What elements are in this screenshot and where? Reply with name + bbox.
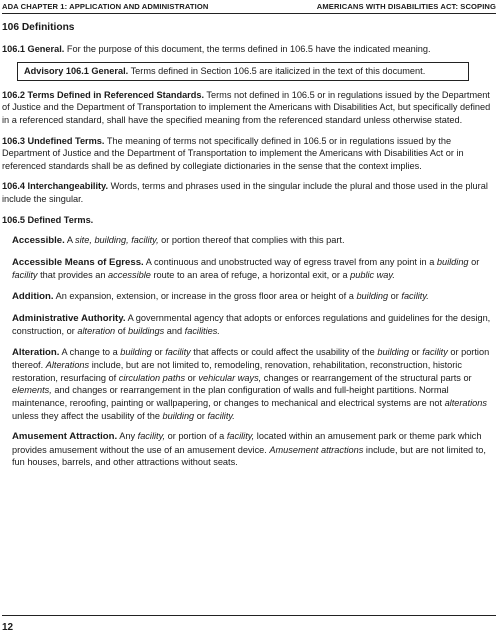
definition-amusement-attraction <box>12 430 496 469</box>
section-106-4-text: Words, terms and phrases used in the singular include the plural and those used in the plural include the singular. <box>2 181 488 204</box>
defined-term-ref: facility <box>165 346 191 357</box>
term-administrative-authority: Administrative Authority. <box>12 312 126 324</box>
section-title: 106 Definitions <box>2 22 75 33</box>
section-106-5-heading: 106.5 Defined Terms. <box>2 214 94 225</box>
section-106-5 <box>2 214 496 227</box>
advisory-heading: Advisory 106.1 General. <box>24 66 129 77</box>
definition-accessible <box>12 234 496 248</box>
section-106-3-text: The meaning of terms not specifically defined in 106.5 or in regulations issued by the Department of Justice and the Department of Transportation to implement the Americans with Disabilities Act or in referenced standards shall be as defined by collegiate dictionaries in the sense that the context implies. <box>2 135 464 171</box>
section-106-3-heading: 106.3 Undefined Terms. <box>2 135 105 146</box>
term-accessible-means-of-egress: Accessible Means of Egress. <box>12 256 144 268</box>
def-text: that provides an <box>37 270 109 281</box>
defined-term-ref: facility, <box>226 431 255 442</box>
defined-term-ref: facilities. <box>184 326 220 337</box>
defined-term-ref: circulation paths <box>118 372 186 383</box>
def-text: Any <box>119 431 138 442</box>
section-106-4-heading: 106.4 Interchangeability. <box>2 181 109 192</box>
defined-term-ref: public way. <box>350 270 395 281</box>
defined-term-ref: building <box>356 290 389 301</box>
term-accessible: Accessible. <box>12 235 65 247</box>
defined-term-ref: facility <box>422 346 448 357</box>
definition-alteration <box>12 346 496 423</box>
def-text: or portion thereof that complies with this part. <box>158 235 345 246</box>
header-chapter: ADA CHAPTER 1: APPLICATION AND ADMINISTRATION <box>2 2 209 11</box>
term-amusement-attraction: Amusement Attraction. <box>12 431 118 443</box>
def-text: or <box>151 346 166 357</box>
section-106-4 <box>2 180 496 205</box>
term-addition: Addition. <box>12 290 54 302</box>
def-text: or portion of a <box>165 431 227 442</box>
defined-term-ref: accessible <box>108 270 151 281</box>
definitions-list <box>12 234 496 469</box>
section-106-2 <box>2 89 496 127</box>
defined-term-ref: vehicular ways, <box>198 372 262 383</box>
def-text: that affects or could affect the usability of the <box>190 346 378 357</box>
defined-term-ref: Amusement attractions <box>269 444 364 455</box>
def-text: route to an area of refuge, a horizontal exit, or a <box>150 270 351 281</box>
running-header <box>2 0 496 14</box>
def-text: changes or rearrangement of the structural parts or <box>261 372 472 383</box>
def-text: and changes or rearrangement in the plan configuration of walls and full-height partitions. Normal maintenance, reroofing, painting or wallpapering, or changes to mechanical and electrical systems are not <box>12 385 449 409</box>
def-text: or <box>194 410 208 421</box>
page-body <box>2 22 496 469</box>
def-text: A <box>66 235 76 246</box>
defined-term-ref: building <box>162 410 195 421</box>
defined-term-ref: facility. <box>401 290 429 301</box>
def-text: A continuous and unobstructed way of egress travel from any point in a <box>145 256 437 267</box>
definition-accessible-means-of-egress <box>12 256 496 282</box>
section-106-1-heading: 106.1 General. <box>2 43 65 54</box>
def-text: of <box>115 326 128 337</box>
def-text: or <box>388 290 402 301</box>
advisory-text: Terms defined in Section 106.5 are italicized in the text of this document. <box>130 66 426 77</box>
defined-term-ref: elements, <box>12 385 52 396</box>
def-text: located within an amusement park or theme park which provides amusement without the use of an amusement device. <box>12 431 482 455</box>
def-text: or <box>185 372 199 383</box>
def-text: and <box>164 326 185 337</box>
defined-term-ref: Alterations <box>45 360 90 371</box>
defined-term-ref: facility <box>12 270 38 281</box>
def-text: or <box>468 256 480 267</box>
def-text: include, but are not limited to, remodeling, renovation, rehabilitation, reconstruction, historic restoration, resurfacing of <box>12 360 462 383</box>
advisory-box <box>17 62 469 81</box>
defined-term-ref: alteration <box>77 326 116 337</box>
defined-term-ref: site, building, facility, <box>75 235 159 246</box>
def-text: include, but are not limited to, fun houses, barrels, and other attractions without seats. <box>12 444 486 468</box>
defined-term-ref: building <box>377 346 409 357</box>
defined-term-ref: building <box>436 256 469 267</box>
header-document: AMERICANS WITH DISABILITIES ACT: SCOPING <box>316 2 496 11</box>
term-alteration: Alteration. <box>12 346 60 358</box>
section-106-2-heading: 106.2 Terms Defined in Referenced Standards. <box>2 89 205 100</box>
defined-term-ref: facility. <box>207 410 235 421</box>
defined-term-ref: buildings <box>127 326 165 337</box>
defined-term-ref: building <box>120 346 152 357</box>
definition-addition <box>12 290 496 304</box>
section-106-1-text: For the purpose of this document, the terms defined in 106.5 have the indicated meaning. <box>66 43 431 54</box>
page-number: 12 <box>2 622 14 633</box>
section-106-3 <box>2 135 496 173</box>
def-text: A change to a <box>61 346 121 357</box>
section-106-2-text: Terms not defined in 106.5 or in regulations issued by the Department of Justice and the Department of Transportation to implement the Americans with Disabilities Act, but specifically defined in a referenced standard, shall have the specified meaning from the referenced standard unless otherwise stated. <box>2 89 491 125</box>
def-text: A governmental agency that adopts or enforces regulations and guidelines for the design, construction, or <box>12 312 491 337</box>
definition-administrative-authority <box>12 312 496 338</box>
defined-term-ref: alterations <box>444 398 487 409</box>
def-text: or portion thereof. <box>12 346 490 371</box>
section-106-1 <box>2 43 496 56</box>
def-text: unless they affect the usability of the <box>12 410 163 421</box>
def-text: or <box>409 346 423 357</box>
defined-term-ref: facility, <box>137 431 166 442</box>
def-text: An expansion, extension, or increase in the gross floor area or height of a <box>55 290 357 301</box>
footer-rule <box>2 615 496 616</box>
